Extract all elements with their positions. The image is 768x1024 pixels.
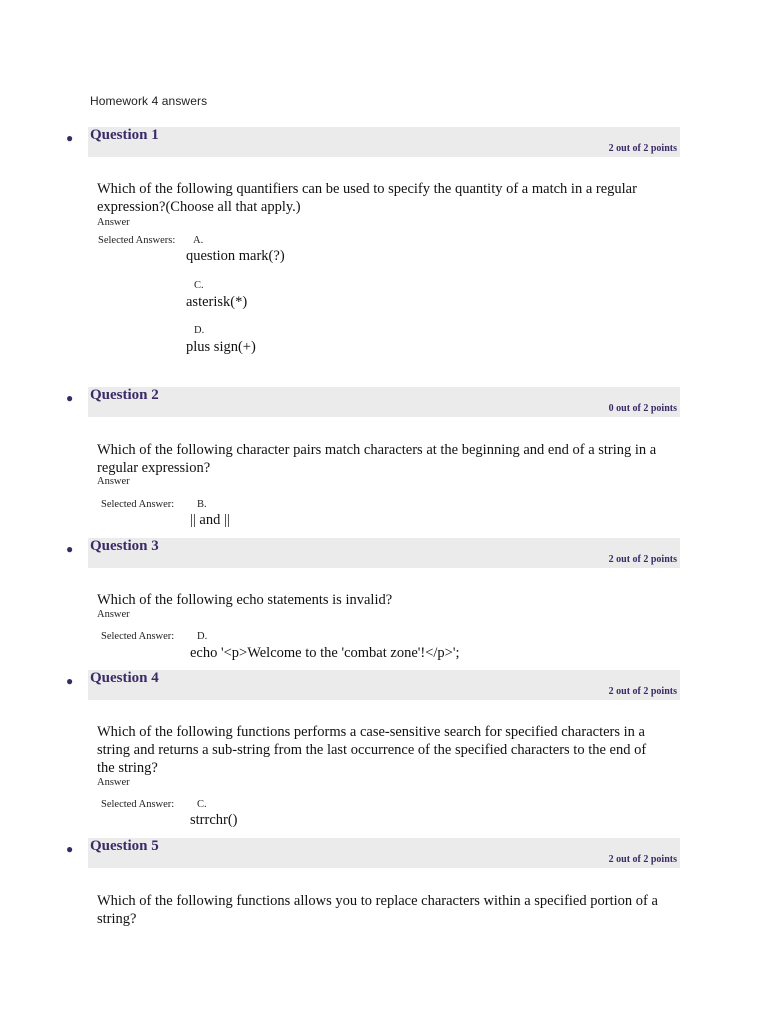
answer-label: Answer [97, 476, 130, 487]
question-text: Which of the following functions performs a case-sensitive search for specified characters in a string and returns a sub-string from the last occurrence of the specified characters to the end of the string? [97, 724, 647, 776]
bullet-icon: ● [66, 131, 74, 145]
selected-answer-label: Selected Answer: [101, 631, 175, 642]
selected-answer-label: Selected Answer: [101, 499, 175, 510]
question-label: Question 1 [90, 127, 159, 143]
answer-text: || and || [190, 512, 230, 528]
answer-letter: C. [194, 280, 204, 291]
bullet-icon: ● [66, 674, 74, 688]
question-text: Which of the following functions allows you to replace characters within a specified portion of a string? [97, 893, 658, 927]
question-points: 2 out of 2 points [608, 143, 677, 154]
question-header-bar [88, 670, 680, 700]
question-label: Question 2 [90, 387, 159, 403]
answer-label: Answer [97, 609, 130, 620]
question-header-bar [88, 838, 680, 868]
question-text: Which of the following character pairs match characters at the beginning and end of a string in a regular expression? [97, 442, 657, 476]
question-header-bar [88, 127, 680, 157]
answer-text: strrchr() [190, 812, 238, 828]
question-points: 0 out of 2 points [608, 403, 677, 414]
question-text: Which of the following echo statements is invalid? [97, 592, 393, 608]
document-title: Homework 4 answers [90, 94, 208, 108]
answer-letter: D. [194, 325, 205, 336]
answer-letter: D. [197, 631, 208, 642]
bullet-icon: ● [66, 391, 74, 405]
answer-letter: B. [197, 499, 207, 510]
selected-answer-label: Selected Answer: [101, 799, 175, 810]
answer-letter: C. [197, 799, 207, 810]
question-label: Question 3 [90, 538, 159, 554]
question-points: 2 out of 2 points [608, 854, 677, 865]
answer-label: Answer [97, 777, 130, 788]
answer-letter: A. [193, 235, 204, 246]
answer-text: plus sign(+) [186, 339, 256, 355]
question-label: Question 4 [90, 670, 159, 686]
question-points: 2 out of 2 points [608, 686, 677, 697]
answer-text: question mark(?) [186, 248, 285, 264]
question-header-bar [88, 387, 680, 417]
question-label: Question 5 [90, 838, 159, 854]
question-header-bar [88, 538, 680, 568]
selected-answers-label: Selected Answers: [98, 235, 176, 246]
bullet-icon: ● [66, 842, 74, 856]
question-text: Which of the following quantifiers can be used to specify the quantity of a match in a regular expression?(Choose all that apply.) [97, 181, 637, 215]
bullet-icon: ● [66, 542, 74, 556]
answer-text: asterisk(*) [186, 294, 248, 310]
question-points: 2 out of 2 points [608, 554, 677, 565]
answer-label: Answer [97, 217, 130, 228]
answer-text: echo '<p>Welcome to the 'combat zone'!</p>'; [190, 645, 460, 661]
